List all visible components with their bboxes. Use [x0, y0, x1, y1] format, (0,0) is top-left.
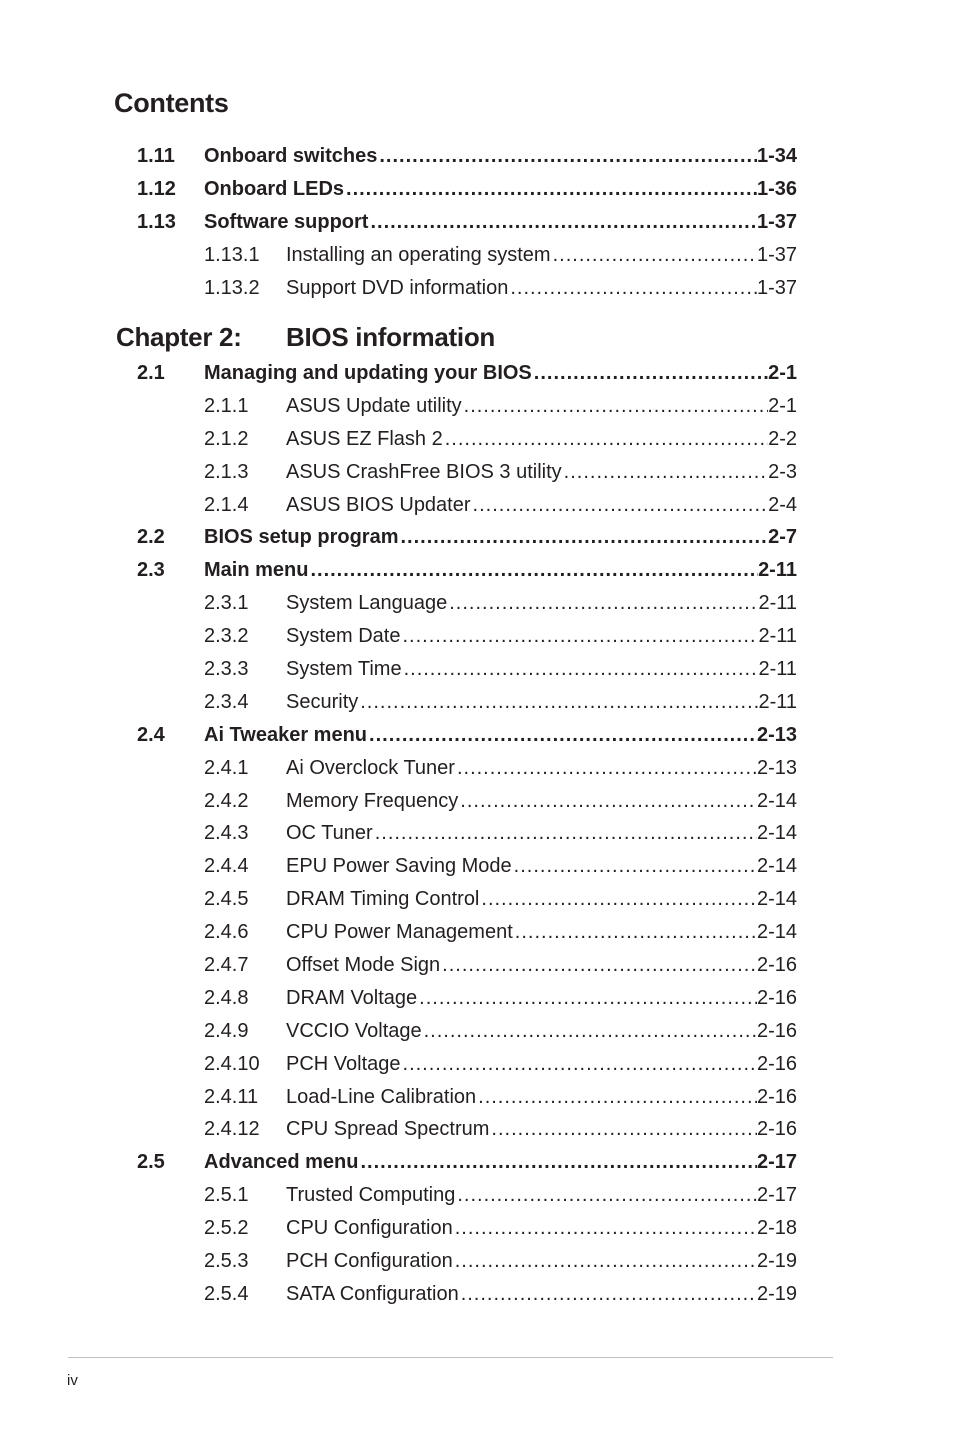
- toc-entry-title: Advanced menu: [204, 1151, 359, 1174]
- toc-entry-line: [204, 1146, 797, 1179]
- dot-leader: [368, 206, 757, 239]
- dot-leader: [422, 1015, 757, 1048]
- toc-entry-line: [286, 1081, 797, 1114]
- toc-entry-number: 1.11: [137, 145, 175, 167]
- toc-entry-number: 2.4.1: [204, 756, 249, 779]
- dot-leader: [447, 587, 758, 620]
- toc-entry[interactable]: [0, 173, 954, 206]
- toc-entry-number: 2.4.2: [204, 789, 249, 812]
- toc-entry-page: 2-16: [756, 1052, 797, 1075]
- toc-entry-number: 2.1.2: [204, 427, 249, 450]
- toc-entry-number: 2.3: [137, 559, 165, 582]
- toc-entry-title: Memory Frequency: [286, 789, 459, 812]
- toc-entry-title: PCH Voltage: [286, 1052, 401, 1075]
- toc-entry-title: CPU Configuration: [286, 1217, 453, 1240]
- toc-entry-page: 2-18: [756, 1217, 797, 1240]
- toc-entry-line: [286, 850, 797, 883]
- toc-entry[interactable]: [0, 489, 954, 522]
- toc-entry-title: Onboard switches: [204, 145, 378, 167]
- toc-entry-line: [286, 456, 797, 489]
- dot-leader: [512, 850, 757, 883]
- toc-entry-line: [286, 620, 797, 653]
- dot-leader: [479, 883, 757, 916]
- toc-entry[interactable]: [0, 587, 954, 620]
- toc-entry-page: 2-14: [756, 921, 797, 944]
- toc-entry[interactable]: [0, 554, 954, 587]
- toc-entry-page: 2-4: [768, 493, 797, 516]
- toc-entry-page: 2-11: [758, 625, 797, 648]
- toc-entry-number: 2.4.12: [204, 1118, 260, 1141]
- toc-entry[interactable]: [0, 620, 954, 653]
- toc-entry-number: 1.12: [137, 177, 176, 200]
- toc-entry-number: 2.4.11: [204, 1085, 259, 1108]
- toc-entry-line: [286, 587, 797, 620]
- toc-entry-page: 2-16: [756, 1085, 797, 1108]
- toc-entry-page: 2-7: [768, 526, 797, 549]
- toc-entry-line: [204, 140, 797, 173]
- toc-entry[interactable]: [0, 521, 954, 554]
- dot-leader: [440, 949, 757, 982]
- footer-rule: [68, 1357, 833, 1358]
- dot-leader: [462, 390, 768, 423]
- dot-leader: [532, 357, 768, 390]
- dot-leader: [344, 173, 757, 206]
- dot-leader: [459, 1278, 757, 1311]
- dot-leader: [476, 1081, 757, 1114]
- toc-entry-line: [286, 1179, 797, 1212]
- toc-entry-title: CPU Power Management: [286, 921, 513, 944]
- toc-entry-title: PCH Configuration: [286, 1250, 453, 1273]
- toc-entry-page: 2-19: [756, 1282, 797, 1305]
- toc-entry-title: CPU Spread Spectrum: [286, 1118, 490, 1141]
- toc-entry-line: [204, 719, 797, 752]
- toc-entry-line: [286, 916, 797, 949]
- toc-entry-line: [286, 239, 797, 272]
- toc-entry[interactable]: [0, 1146, 954, 1179]
- toc-entry-line: [286, 883, 797, 916]
- toc-entry-line: [286, 1245, 797, 1278]
- toc-list-chapter1: [0, 140, 954, 304]
- toc-entry-page: 2-11: [758, 559, 797, 582]
- toc-entry[interactable]: [0, 423, 954, 456]
- toc-entry[interactable]: [0, 239, 954, 272]
- toc-entry-title: Support DVD information: [286, 276, 509, 299]
- toc-entry[interactable]: [0, 785, 954, 818]
- toc-entry-line: [286, 752, 797, 785]
- toc-entry-title: Installing an operating system: [286, 243, 551, 266]
- toc-entry-title: Offset Mode Sign: [286, 954, 441, 977]
- toc-entry-page: 2-19: [756, 1250, 797, 1273]
- toc-entry-title: SATA Configuration: [286, 1282, 459, 1305]
- toc-entry-page: 2-11: [758, 592, 797, 615]
- toc-entry-page: 1-34: [756, 145, 797, 167]
- dot-leader: [455, 752, 757, 785]
- toc-entry-page: 2-16: [756, 986, 797, 1009]
- toc-entry[interactable]: [0, 1113, 954, 1146]
- dot-leader: [377, 140, 757, 173]
- toc-entry[interactable]: [0, 883, 954, 916]
- toc-entry-number: 2.4.3: [204, 822, 249, 845]
- toc-entry-title: ASUS CrashFree BIOS 3 utility: [286, 460, 562, 483]
- dot-leader: [401, 1048, 757, 1081]
- dot-leader: [417, 982, 757, 1015]
- toc-entry-page: 2-14: [756, 855, 797, 878]
- toc-list-chapter2: [0, 357, 954, 1311]
- toc-entry[interactable]: [0, 653, 954, 686]
- toc-entry-line: [286, 272, 797, 305]
- dot-leader: [513, 916, 757, 949]
- toc-entry-number: 2.4.7: [204, 954, 249, 977]
- toc-entry-page: 1-36: [756, 177, 797, 200]
- toc-entry[interactable]: [0, 390, 954, 423]
- dot-leader: [453, 1212, 757, 1245]
- toc-entry-title: Onboard LEDs: [204, 177, 345, 200]
- toc-entry-title: Software support: [204, 210, 369, 233]
- page-title: Contents: [114, 88, 229, 118]
- toc-entry-number: 1.13: [137, 210, 176, 233]
- toc-entry[interactable]: [0, 916, 954, 949]
- toc-entry[interactable]: [0, 686, 954, 719]
- toc-entry-number: 2.1.1: [204, 394, 249, 417]
- toc-entry[interactable]: [0, 982, 954, 1015]
- toc-entry-line: [286, 817, 797, 850]
- dot-leader: [443, 423, 768, 456]
- dot-leader: [367, 719, 757, 752]
- toc-entry-line: [286, 1113, 797, 1146]
- toc-entry-page: 2-16: [756, 1118, 797, 1141]
- toc-entry-page: 2-2: [768, 427, 797, 450]
- toc-entry-title: ASUS Update utility: [286, 394, 462, 417]
- toc-entry-title: Security: [286, 690, 359, 713]
- toc-entry-line: [286, 489, 797, 522]
- toc-entry-line: [286, 653, 797, 686]
- toc-entry-line: [286, 390, 797, 423]
- dot-leader: [358, 686, 758, 719]
- toc-entry-line: [286, 785, 797, 818]
- toc-entry-line: [286, 949, 797, 982]
- toc-entry[interactable]: [0, 949, 954, 982]
- toc-entry[interactable]: [0, 1179, 954, 1212]
- toc-entry[interactable]: [0, 850, 954, 883]
- toc-entry-number: 2.4.9: [204, 1019, 249, 1042]
- chapter-heading: [116, 322, 495, 353]
- toc-entry[interactable]: [0, 1015, 954, 1048]
- dot-leader: [458, 785, 757, 818]
- toc-entry-title: System Date: [286, 625, 401, 648]
- dot-leader: [489, 1113, 757, 1146]
- toc-entry[interactable]: [0, 1212, 954, 1245]
- toc-entry-number: 2.5.4: [204, 1282, 249, 1305]
- toc-entry-page: 2-13: [756, 756, 797, 779]
- toc-entry-title: Managing and updating your BIOS: [204, 362, 532, 384]
- toc-entry-page: 2-11: [758, 658, 797, 681]
- toc-entry-number: 2.2: [137, 526, 165, 549]
- toc-entry[interactable]: [0, 752, 954, 785]
- toc-entry-number: 2.1.3: [204, 460, 249, 483]
- toc-entry[interactable]: [0, 1245, 954, 1278]
- toc-entry-title: ASUS BIOS Updater: [286, 493, 471, 516]
- toc-entry-line: [286, 686, 797, 719]
- toc-entry-number: 2.1.4: [204, 493, 249, 516]
- toc-entry-page: 2-17: [756, 1184, 797, 1207]
- toc-entry-page: 2-14: [756, 822, 797, 845]
- toc-entry-page: 2-1: [768, 362, 797, 384]
- toc-entry-title: Trusted Computing: [286, 1184, 456, 1207]
- dot-leader: [453, 1245, 757, 1278]
- dot-leader: [358, 1146, 756, 1179]
- toc-entry-title: Load-Line Calibration: [286, 1085, 477, 1108]
- toc-entry-title: System Time: [286, 658, 402, 681]
- dot-leader: [308, 554, 758, 587]
- dot-leader: [400, 620, 758, 653]
- toc-entry[interactable]: [0, 817, 954, 850]
- toc-entry-number: 2.4.4: [204, 855, 249, 878]
- toc-entry-line: [204, 554, 797, 587]
- page-number: iv: [67, 1372, 78, 1389]
- toc-entry-page: 2-3: [768, 460, 797, 483]
- toc-entry-number: 2.3.3: [204, 658, 249, 681]
- toc-entry-line: [286, 423, 797, 456]
- toc-entry-line: [286, 1278, 797, 1311]
- dot-leader: [373, 817, 757, 850]
- toc-entry[interactable]: [0, 357, 954, 390]
- toc-entry-number: 2.4: [137, 723, 165, 746]
- toc-entry-title: Main menu: [204, 559, 309, 582]
- toc-entry[interactable]: [0, 1048, 954, 1081]
- toc-entry-number: 2.3.4: [204, 690, 249, 713]
- dot-leader: [551, 239, 757, 272]
- toc-entry[interactable]: [0, 140, 954, 173]
- dot-leader: [402, 653, 759, 686]
- toc-entry-line: [286, 1212, 797, 1245]
- toc-entry-line: [204, 357, 797, 390]
- toc-entry-title: BIOS setup program: [204, 526, 399, 549]
- toc-entry-title: Ai Overclock Tuner: [286, 756, 455, 779]
- toc-entry-line: [286, 1015, 797, 1048]
- toc-entry-page: 1-37: [756, 276, 797, 299]
- toc-entry-number: 2.5.2: [204, 1217, 249, 1240]
- toc-entry[interactable]: [0, 1081, 954, 1114]
- toc-entry-number: 2.4.8: [204, 986, 249, 1009]
- toc-entry[interactable]: [0, 206, 954, 239]
- toc-entry-number: 1.13.2: [204, 276, 260, 299]
- toc-entry-title: DRAM Timing Control: [286, 888, 480, 911]
- dot-leader: [562, 456, 768, 489]
- toc-entry-page: 2-17: [756, 1151, 797, 1174]
- toc-entry-page: 2-11: [758, 690, 797, 713]
- toc-entry-number: 2.3.2: [204, 625, 249, 648]
- toc-entry-page: 1-37: [756, 243, 797, 266]
- toc-entry-title: VCCIO Voltage: [286, 1019, 422, 1042]
- dot-leader: [455, 1179, 757, 1212]
- toc-entry-line: [286, 982, 797, 1015]
- chapter-label: Chapter 2:: [116, 322, 242, 352]
- toc-entry-number: 2.4.10: [204, 1052, 260, 1075]
- toc-entry-number: 2.4.5: [204, 888, 249, 911]
- toc-entry-number: 2.3.1: [204, 592, 249, 615]
- toc-entry-line: [204, 173, 797, 206]
- chapter-title: BIOS information: [286, 322, 495, 352]
- toc-entry-page: 2-1: [768, 394, 797, 417]
- toc-entry-page: 2-14: [756, 789, 797, 812]
- toc-entry-title: EPU Power Saving Mode: [286, 855, 512, 878]
- toc-entry-title: Ai Tweaker menu: [204, 723, 368, 746]
- toc-entry-number: 1.13.1: [204, 243, 260, 266]
- toc-entry-page: 2-14: [756, 888, 797, 911]
- dot-leader: [471, 489, 769, 522]
- toc-entry-number: 2.5.3: [204, 1250, 249, 1273]
- toc-entry-title: ASUS EZ Flash 2: [286, 427, 443, 450]
- toc-entry-page: 2-13: [756, 723, 797, 746]
- dot-leader: [508, 272, 757, 305]
- toc-entry-title: OC Tuner: [286, 822, 373, 845]
- toc-entry-line: [204, 521, 797, 554]
- toc-entry[interactable]: [0, 1278, 954, 1311]
- toc-entry-title: System Language: [286, 592, 448, 615]
- toc-entry[interactable]: [0, 456, 954, 489]
- toc-entry-page: 2-16: [756, 954, 797, 977]
- toc-entry-number: 2.5: [137, 1151, 165, 1174]
- toc-entry-page: 1-37: [756, 210, 797, 233]
- toc-entry-number: 2.4.6: [204, 921, 249, 944]
- toc-entry-number: 2.1: [137, 362, 165, 384]
- toc-entry-number: 2.5.1: [204, 1184, 249, 1207]
- toc-entry-title: DRAM Voltage: [286, 986, 418, 1009]
- toc-entry-line: [286, 1048, 797, 1081]
- dot-leader: [398, 521, 768, 554]
- toc-entry-page: 2-16: [756, 1019, 797, 1042]
- toc-entry[interactable]: [0, 272, 954, 305]
- toc-entry[interactable]: [0, 719, 954, 752]
- toc-entry-line: [204, 206, 797, 239]
